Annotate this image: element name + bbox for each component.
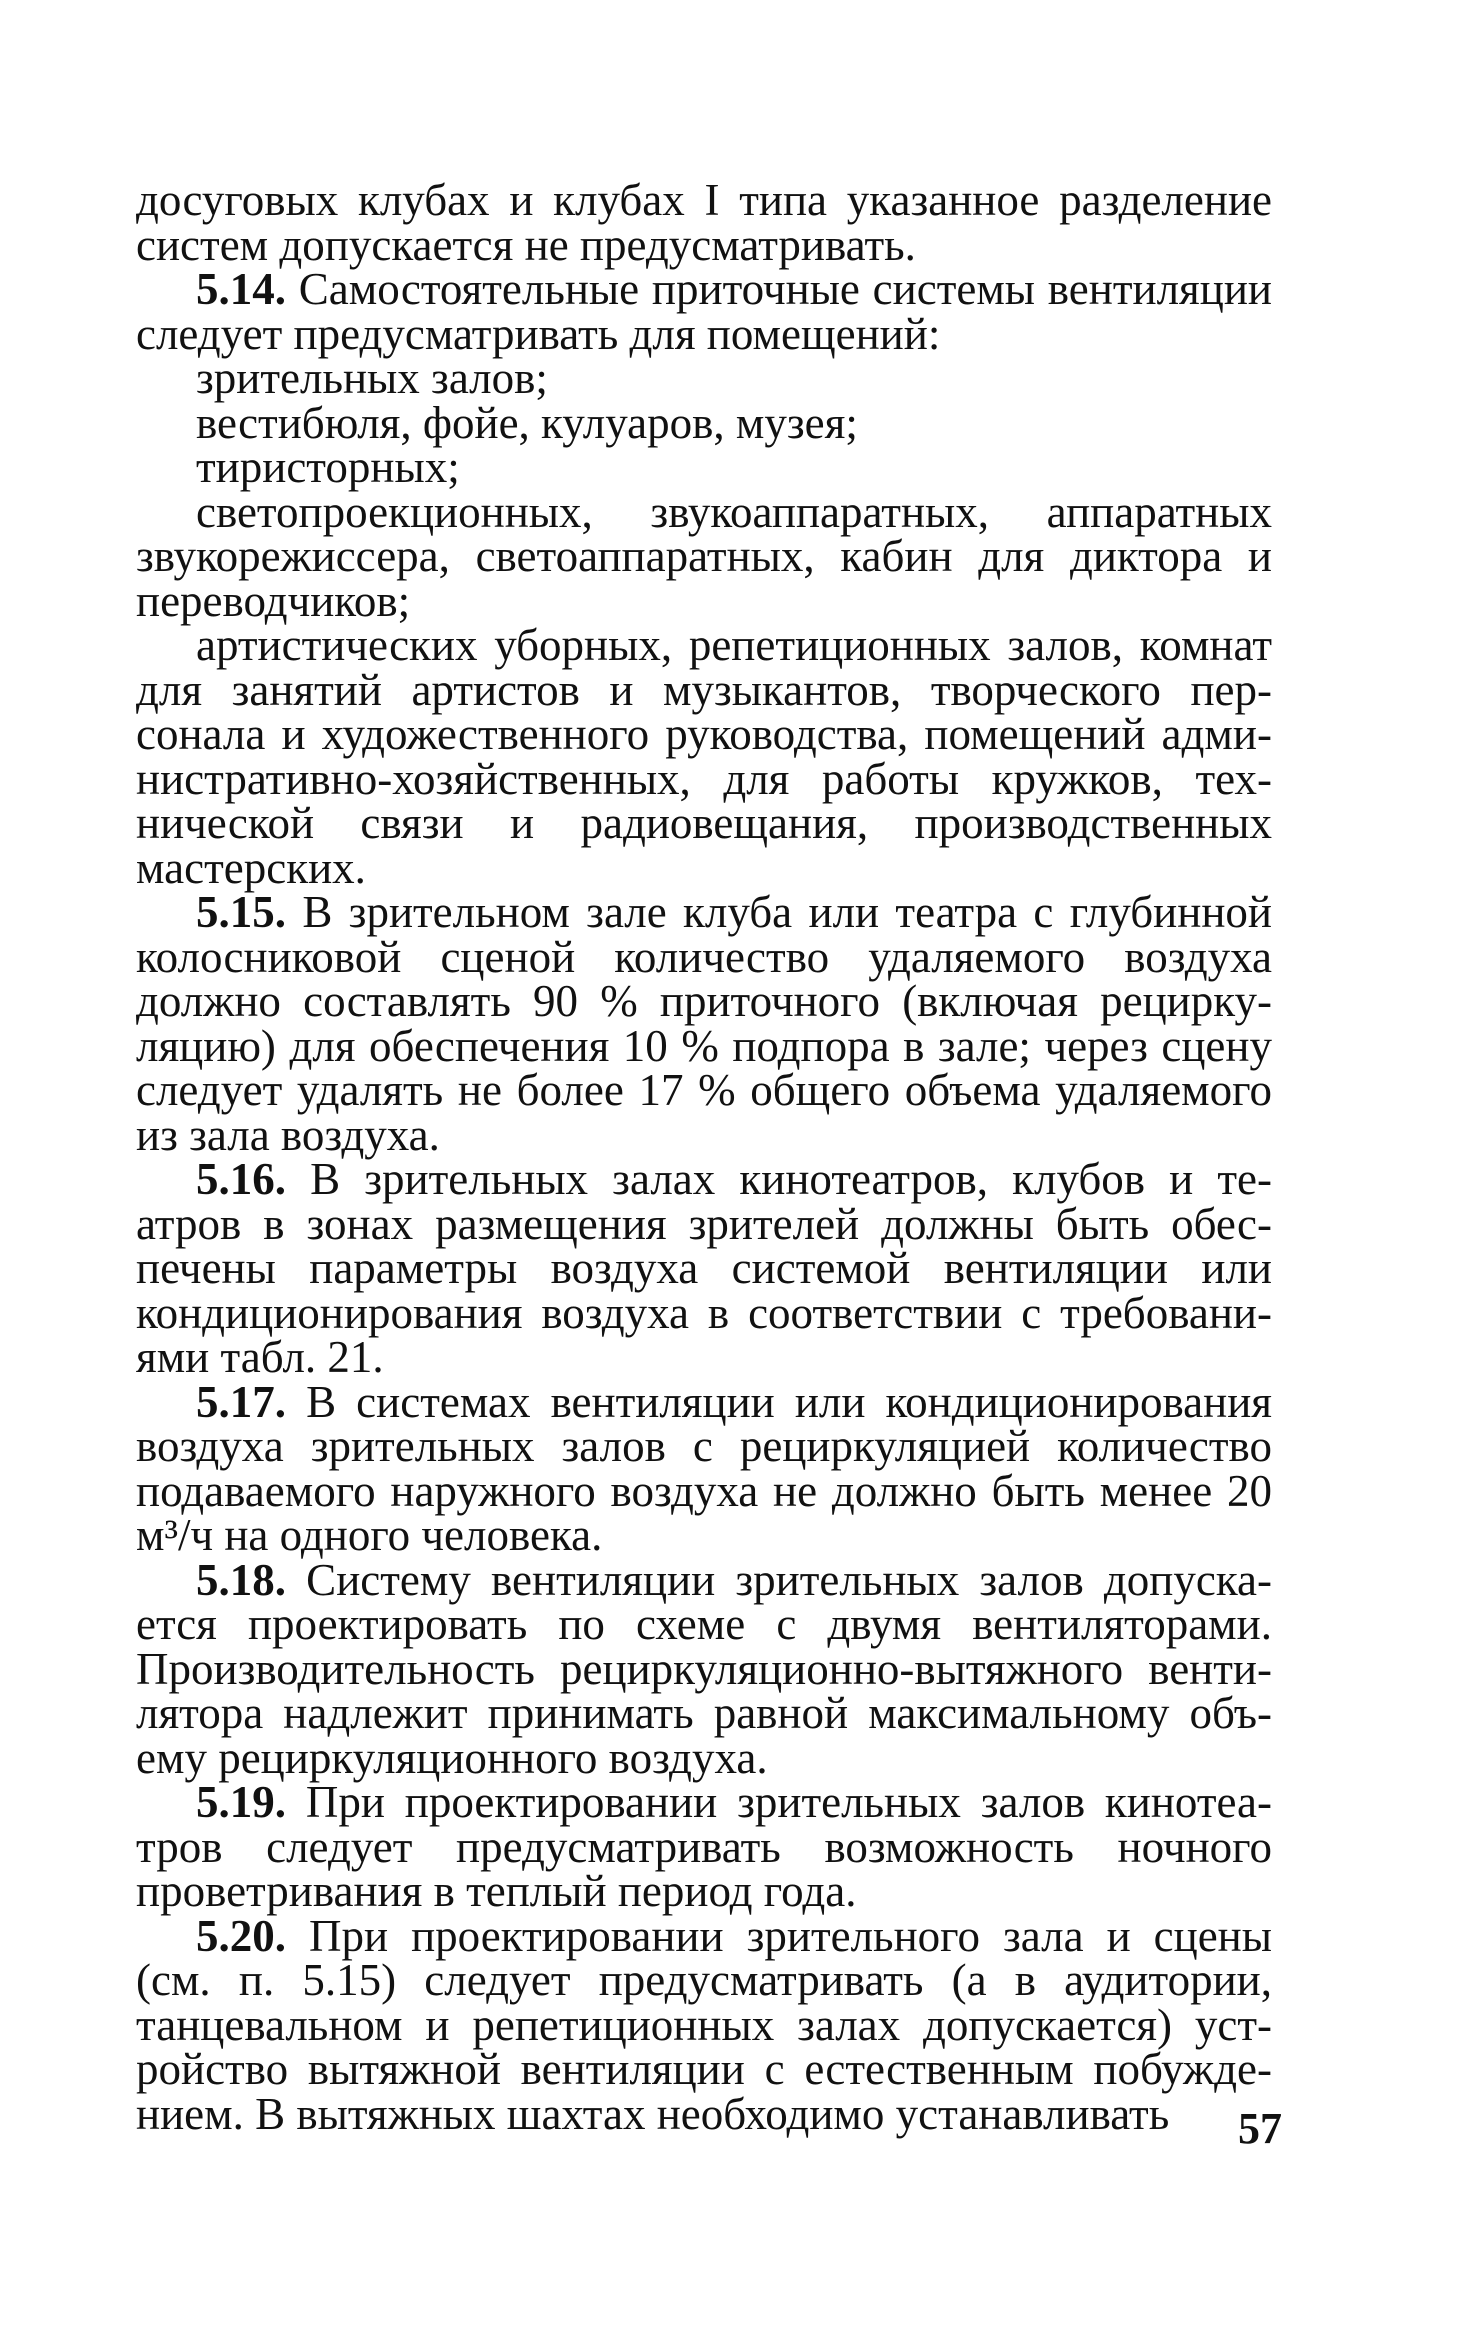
paragraph-continuation (136, 175, 1272, 270)
clause-number: 5.18. (196, 1554, 286, 1605)
clause-number: 5.14. (196, 264, 286, 314)
clause-number: 5.20. (196, 1910, 286, 1961)
clause-text: Систему вентиляции зрительных залов допускается проектировать по схеме с двумя вентиляторами. Производительность рециркуляционно-вытяжного вентилятора надлежит принимать равной максимальному объему рециркуляционного воздуха. (136, 1554, 1272, 1783)
clause-number: 5.16. (196, 1154, 286, 1204)
clause-text: Самостоятельные приточные системы вентиляции следует предусматривать для помещений: (136, 264, 1272, 359)
clause-5-20 (136, 1910, 1272, 2139)
clause-number: 5.15. (196, 887, 286, 937)
clause-5-15 (136, 887, 1272, 1160)
list-item (136, 397, 1272, 448)
list-item-text: тиристорных; (196, 442, 460, 492)
clause-text: В зрительном зале клуба или театра с глубинной колосниковой сценой количество удаляемого воздуха должно составлять 90 % приточного (включая рециркуляцию) для обеспечения 10 % подпора в зале; через сцену следует удалять не более 17 % общего объема удаляемого из зала воздуха. (136, 887, 1272, 1160)
clause-5-19 (136, 1777, 1272, 1916)
clause-number: 5.19. (196, 1777, 286, 1827)
clause-text: В системах вентиляции или кондиционирования воздуха зрительных залов с рециркуляцией количество подаваемого наружного воздуха не должно быть менее 20 м³/ч на одного человека. (136, 1376, 1272, 1560)
clause-number: 5.17. (196, 1376, 286, 1427)
clause-5-17 (136, 1376, 1272, 1560)
clause-text: При проектировании зрительных залов кинотеатров следует предусматривать возможность ночного проветривания в теплый период года. (136, 1777, 1272, 1916)
list-item-text: артистических уборных, репетиционных залов, комнат для занятий артистов и музыкантов, творческого персонала и художественного руководства, помещений административно-хозяйственных, для работы кружков, технической связи и радиовещания, производственных мастерских. (136, 620, 1272, 893)
list-item (136, 442, 1272, 492)
list-item (136, 353, 1272, 403)
clause-5-16 (136, 1154, 1272, 1382)
list-item-text: светопроекционных, звукоаппаратных, аппаратных звукорежиссера, светоаппаратных, кабин для диктора и переводчиков; (136, 486, 1272, 626)
clause-text: В зрительных залах кинотеатров, клубов и театров в зонах размещения зрителей должны быть обеспечены параметры воздуха системой вентиляции или кондиционирования воздуха в соответствии с требованиями табл. 21. (136, 1154, 1272, 1382)
list-item-text: вестибюля, фойе, кулуаров, музея; (196, 397, 858, 448)
clause-5-14 (136, 264, 1272, 359)
page-number: 57 (1238, 2104, 1282, 2153)
list-item-text: зрительных залов; (196, 353, 548, 403)
paragraph-text: досуговых клубах и клубах I типа указанное разделение систем допускается не предусматривать. (136, 175, 1272, 270)
list-item (136, 486, 1272, 626)
clause-text: При проектировании зрительного зала и сцены (см. п. 5.15) следует предусматривать (а в аудитории, танцевальном и репетиционных залах допускается) устройство вытяжной вентиляции с естественным побуждением. В вытяжных шахтах необходимо устанавливать (136, 1910, 1272, 2139)
list-item (136, 620, 1272, 893)
page-body (136, 175, 1272, 2139)
clause-5-18 (136, 1554, 1272, 1783)
